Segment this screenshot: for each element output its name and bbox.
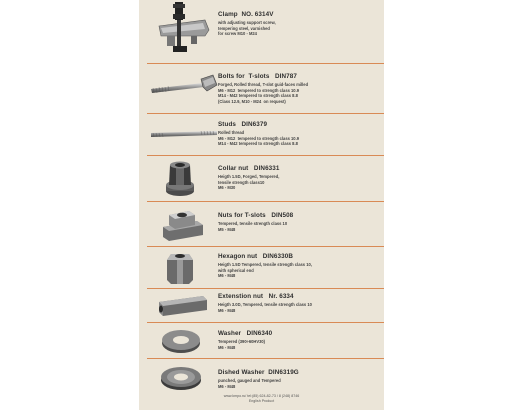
product-description: Forged, Rolled thread, T-slot guid-faces milled M6 - M12 tempered to strength class 10.9 M14 - M42 tempered to strength class 8.8 (Class 12.9, M10 - M24 on request) (218, 82, 309, 104)
t-slot-nut-icon (143, 201, 221, 246)
footer (139, 394, 384, 403)
product-row (139, 63, 384, 113)
extension-nut-icon (143, 288, 221, 322)
product-description: Heigth 3.0D, Tempered, tensile strength class 10 M6 - M48 (218, 302, 312, 313)
catalog-page (139, 0, 384, 410)
product-description: Rolled thread M6 - M12 tempered to strength class 10.9 M14 - M42 tempered to strength class 8.8 (218, 130, 299, 147)
product-row (139, 155, 384, 200)
hexagon-nut-icon (143, 246, 221, 288)
clamp-icon (143, 0, 221, 61)
dished-washer-icon (143, 358, 221, 394)
stud-icon (143, 113, 221, 154)
product-description: Tempered, tensile strength class 10 M5 - M48 (218, 221, 288, 232)
footer-note: English Product (248, 398, 275, 403)
product-description: Heigth 1.5D, Forged, Tempered, tensile strength class10 M6 - M30 (218, 174, 280, 191)
product-title: Bolts for T-slots DIN787 (218, 73, 297, 80)
product-title: Hexagon nut DIN6330B (218, 253, 293, 260)
product-row (139, 322, 384, 358)
product-row (139, 246, 384, 288)
product-title: Collar nut DIN6331 (218, 165, 280, 172)
footer-contact: www.kmpo.ru/ tel:(85) 624-82-73 / 8 (248) 8746 (223, 394, 300, 398)
product-row (139, 358, 384, 394)
product-row (139, 201, 384, 246)
product-row (139, 0, 384, 61)
product-title: Nuts for T-slots DIN508 (218, 212, 294, 219)
product-row (139, 113, 384, 154)
product-list (139, 0, 384, 410)
product-description: punched, gauged and Tempered M6 - M48 (218, 378, 281, 389)
product-description: Heigth 1.5D Tempered, tensile strength class 10, with spherical end M6 - M48 (218, 262, 312, 279)
washer-icon (143, 322, 221, 358)
product-row (139, 288, 384, 322)
collar-nut-icon (143, 155, 221, 200)
product-title: Extenstion nut Nr. 6334 (218, 293, 294, 300)
product-title: Clamp NO. 6314V (218, 11, 274, 18)
product-title: Washer DIN6340 (218, 330, 273, 337)
product-description: Tempered (390÷60HV30) M6 - M48 (218, 339, 265, 350)
t-slot-bolt-icon (143, 63, 221, 113)
product-title: Dished Washer DIN6319G (218, 369, 299, 376)
product-title: Studs DIN6379 (218, 121, 268, 128)
product-description: with adjusting support screw, tempering steel, varnished for screw M10 - M24 (218, 20, 276, 37)
